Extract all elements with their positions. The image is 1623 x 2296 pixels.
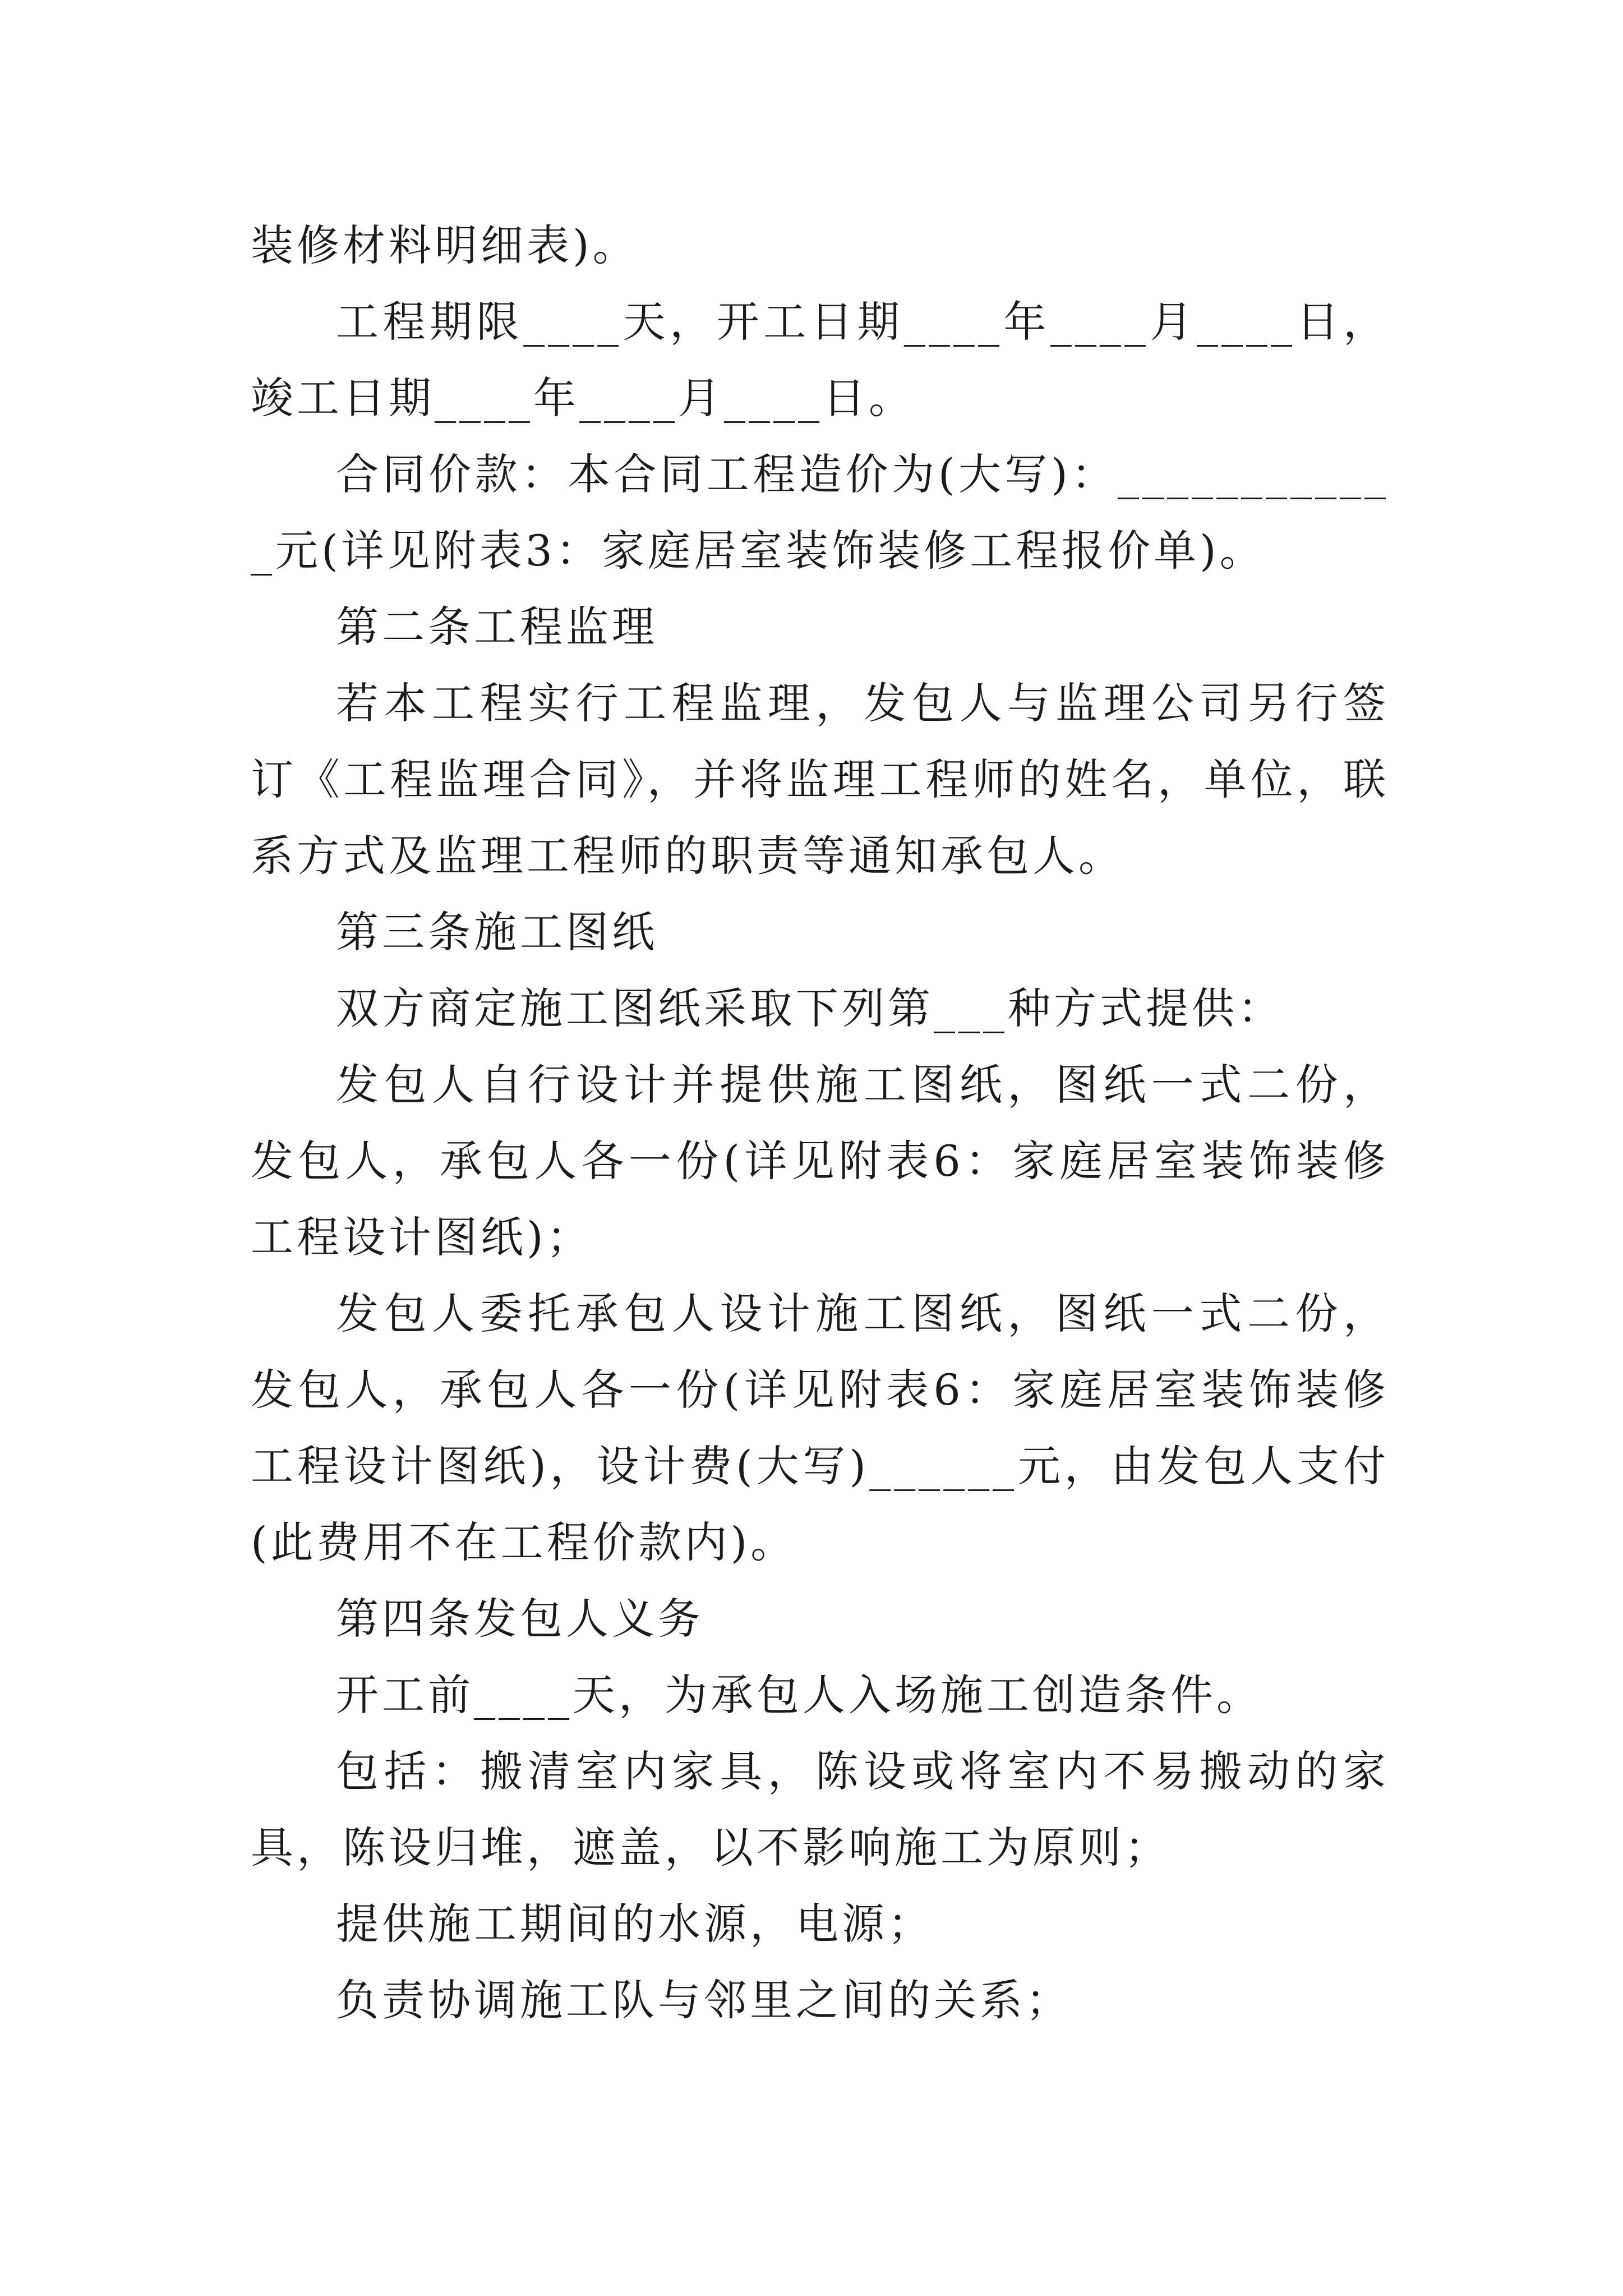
paragraph-supervision: 若本工程实行工程监理，发包人与监理公司另行签订《工程监理合同》，并将监理工程师的姓名，单位，联系方式及监理工程师的职责等通知承包人。 [251, 678, 1389, 881]
paragraph-drawing-method: 双方商定施工图纸采取下列第___种方式提供： [336, 983, 1284, 1033]
document-page [251, 208, 1389, 2039]
paragraph-materials-list-end: 装修材料明细表)。 [251, 220, 639, 270]
paragraph-neighbor-coordination: 负责协调施工队与邻里之间的关系； [336, 1975, 1072, 2025]
paragraph-water-power: 提供施工期间的水源，电源； [336, 1899, 934, 1949]
paragraph-drawing-option-2: 发包人委托承包人设计施工图纸，图纸一式二份，发包人，承包人各一份(详见附表6：家庭居室装饰装修工程设计图纸)，设计费(大写)______元，由发包人支付(此费用不在工程价款内)。 [251, 1289, 1389, 1567]
heading-article-3: 第三条施工图纸 [336, 907, 658, 957]
paragraph-preparation: 开工前____天，为承包人入场施工创造条件。 [336, 1670, 1262, 1720]
paragraph-clear-furniture: 包括：搬清室内家具，陈设或将室内不易搬动的家具，陈设归堆，遮盖，以不影响施工为原则； [251, 1746, 1389, 1872]
heading-article-4: 第四条发包人义务 [336, 1594, 704, 1644]
paragraph-project-duration: 工程期限____天，开工日期____年____月____日，竣工日期____年____月____日。 [251, 297, 1389, 423]
heading-article-2: 第二条工程监理 [336, 602, 658, 652]
paragraph-contract-price: 合同价款：本合同工程造价为(大写)：____________元(详见附表3：家庭居室装饰装修工程报价单)。 [251, 449, 1389, 576]
paragraph-drawing-option-1: 发包人自行设计并提供施工图纸，图纸一式二份，发包人，承包人各一份(详见附表6：家庭居室装饰装修工程设计图纸)； [251, 1060, 1389, 1262]
